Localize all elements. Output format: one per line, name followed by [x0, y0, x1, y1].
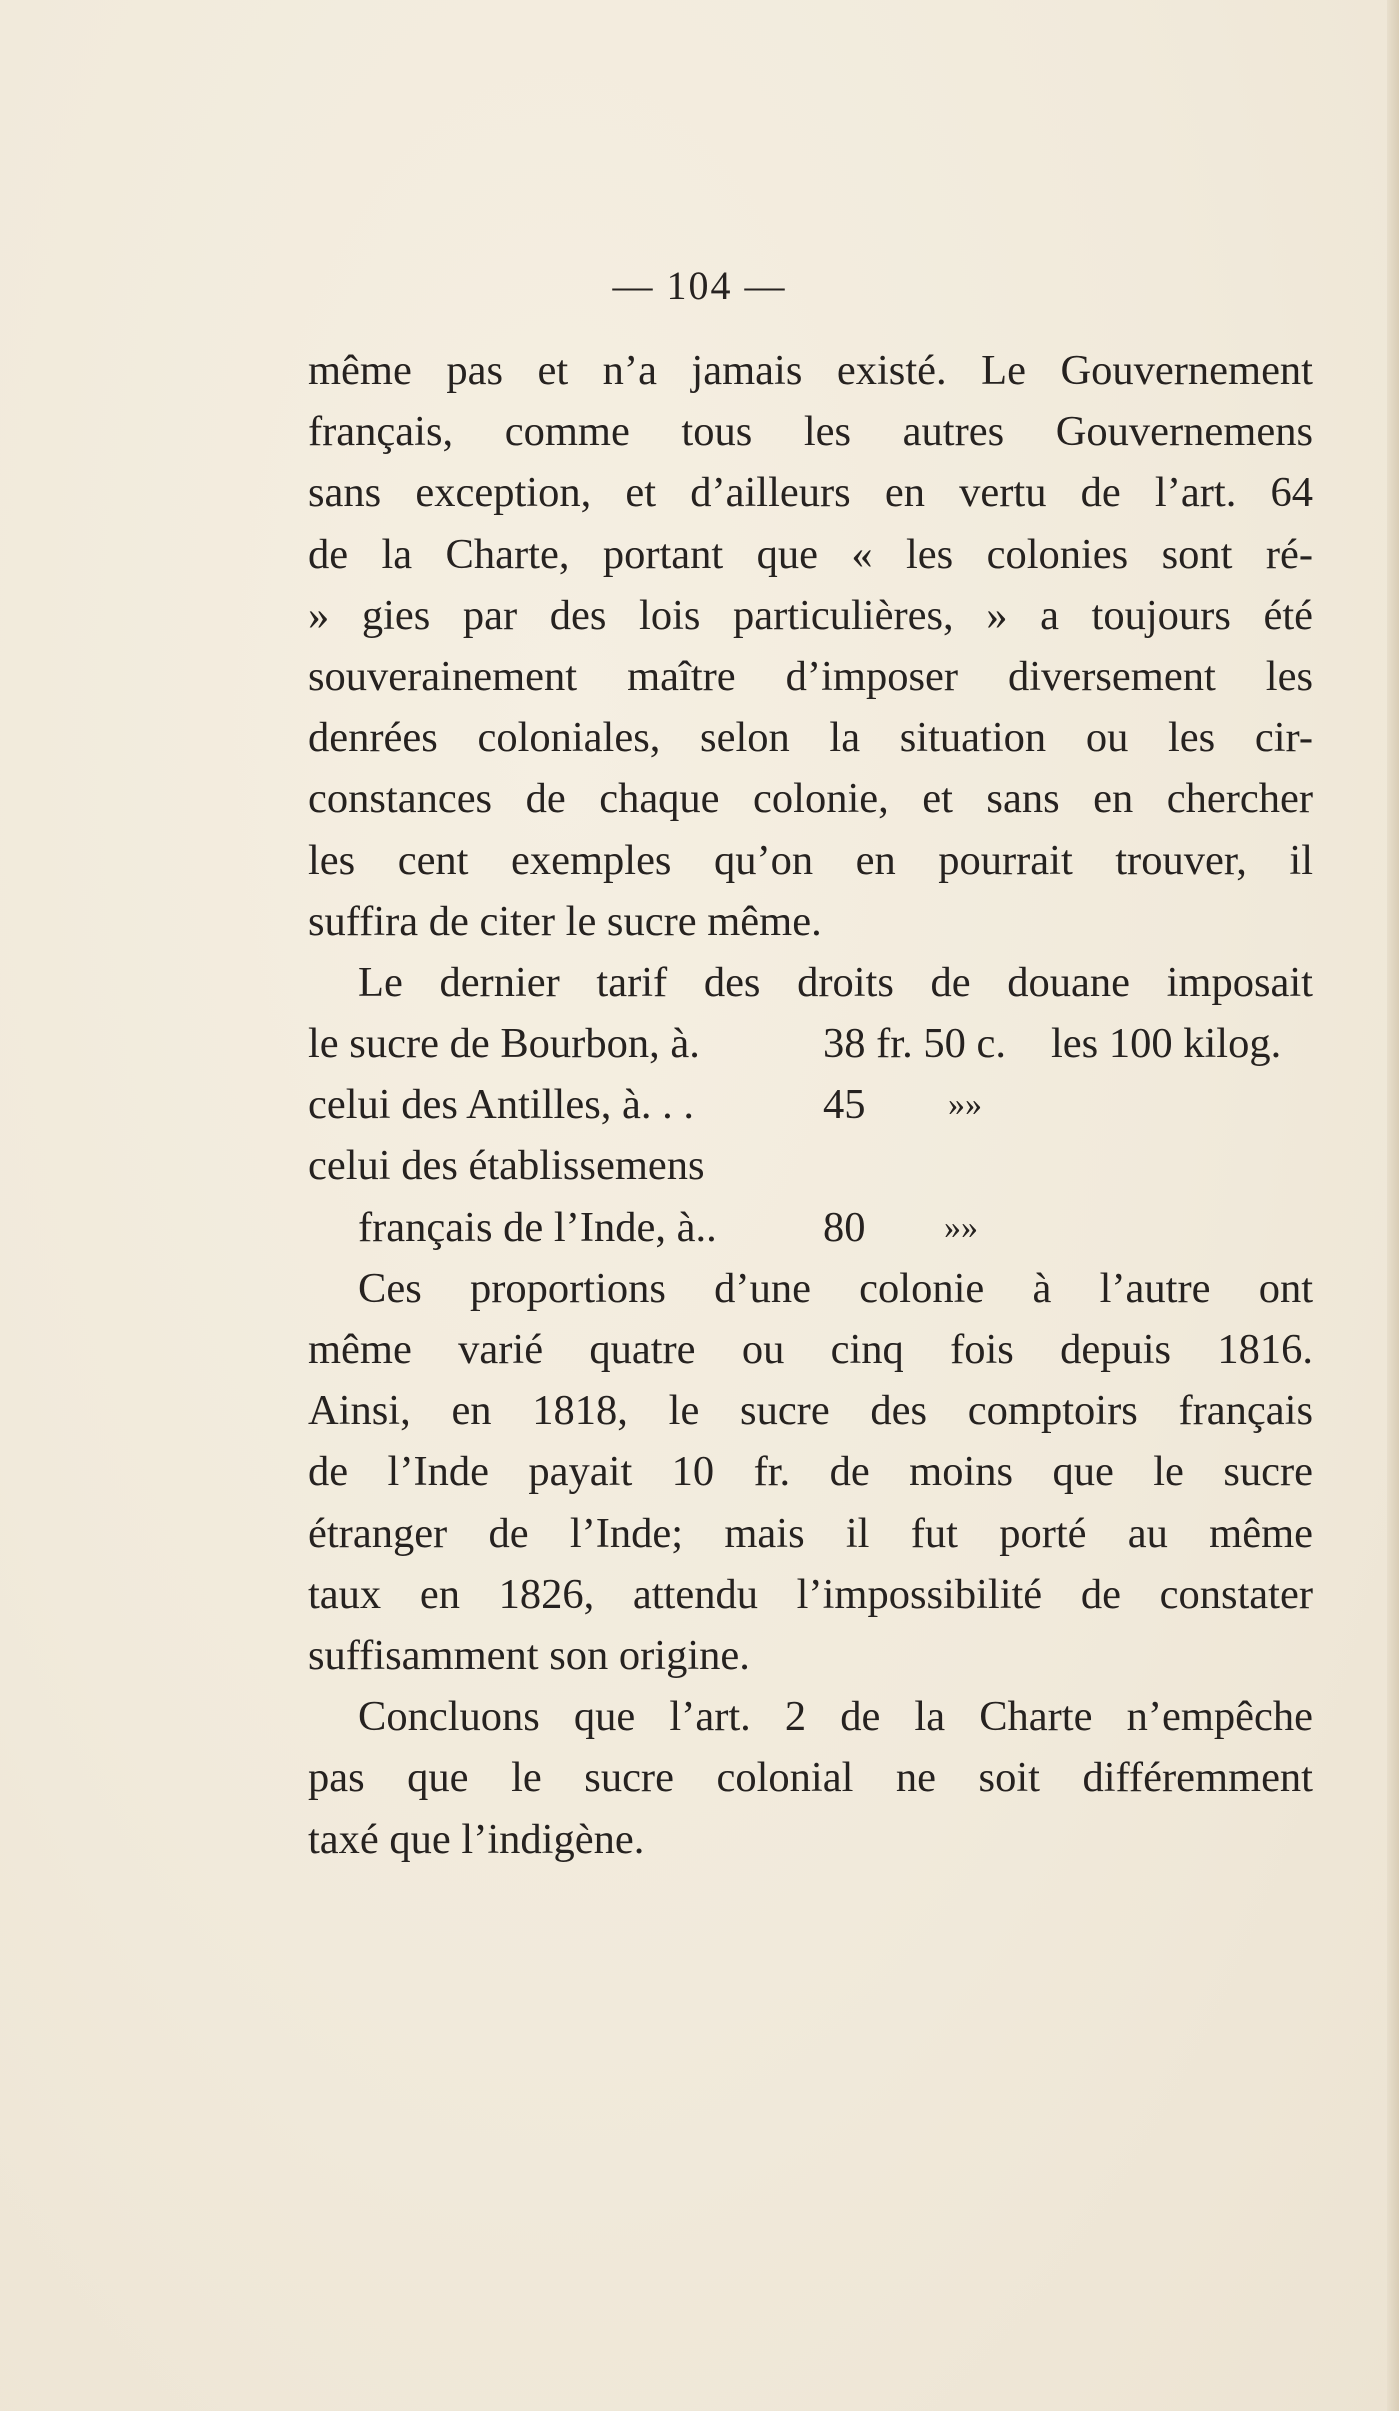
- ditto-mark: »»: [944, 1208, 978, 1246]
- tariff-row-etablissemens: [308, 1135, 1313, 1196]
- text-line: français, comme tous les autres Gouvernemens: [308, 408, 1313, 456]
- tariff-row-bourbon: [308, 1013, 1313, 1074]
- text-line: constances de chaque colonie, et sans en chercher: [308, 775, 1313, 823]
- tariff-label: celui des Antilles, à. . .: [308, 1081, 694, 1129]
- tariff-value: 38 fr. 50 c.: [823, 1020, 1006, 1068]
- text-line: de l’Inde payait 10 fr. de moins que le sucre: [308, 1448, 1313, 1496]
- page-number: — 104 —: [612, 263, 787, 308]
- body-text: [308, 340, 1313, 1870]
- text-line: taxé que l’indigène.: [308, 1815, 645, 1863]
- text-line: denrées coloniales, selon la situation ou les cir-: [308, 714, 1313, 762]
- tariff-value: 80: [823, 1203, 866, 1251]
- tariff-row-inde: [308, 1197, 1313, 1258]
- tariff-label: le sucre de Bourbon, à.: [308, 1020, 700, 1068]
- tariff-unit: les 100 kilog.: [1051, 1020, 1282, 1068]
- text-line: taux en 1826, attendu l’impossibilité de constater: [308, 1570, 1313, 1618]
- paragraph-1: [308, 340, 1313, 952]
- tariff-label: français de l’Inde, à..: [358, 1203, 717, 1251]
- text-line: pas que le sucre colonial ne soit différemment: [308, 1754, 1313, 1802]
- tariff-row-antilles: [308, 1074, 1313, 1135]
- text-line: Ces proportions d’une colonie à l’autre ont: [358, 1264, 1313, 1312]
- text-line: suffisamment son origine.: [308, 1631, 750, 1679]
- text-line: même pas et n’a jamais existé. Le Gouvernement: [308, 347, 1313, 394]
- tariff-section: [308, 952, 1313, 1258]
- text-line: sans exception, et d’ailleurs en vertu de l’art. 64: [308, 469, 1313, 517]
- text-line: souverainement maître d’imposer diversement les: [308, 652, 1313, 700]
- text-line: les cent exemples qu’on en pourrait trouver, il: [308, 836, 1313, 884]
- text-line: de la Charte, portant que « les colonies sont ré-: [308, 530, 1313, 578]
- text-line: » gies par des lois particulières, » a toujours été: [308, 591, 1313, 639]
- text-line: même varié quatre ou cinq fois depuis 1816.: [308, 1326, 1313, 1373]
- page-edge-shadow: [1387, 0, 1399, 2411]
- tariff-intro: Le dernier tarif des droits de douane imposait: [358, 958, 1313, 1006]
- tariff-value: 45: [823, 1081, 866, 1129]
- ditto-mark: »»: [948, 1086, 982, 1124]
- text-line: suffira de citer le sucre même.: [308, 897, 822, 945]
- paragraph-3: [308, 1686, 1313, 1870]
- tariff-label: celui des établissemens: [308, 1142, 705, 1190]
- text-line: étranger de l’Inde; mais il fut porté au même: [308, 1509, 1313, 1557]
- text-line: Concluons que l’art. 2 de la Charte n’empêche: [358, 1693, 1313, 1741]
- text-line: Ainsi, en 1818, le sucre des comptoirs français: [308, 1387, 1313, 1435]
- paragraph-2: [308, 1258, 1313, 1686]
